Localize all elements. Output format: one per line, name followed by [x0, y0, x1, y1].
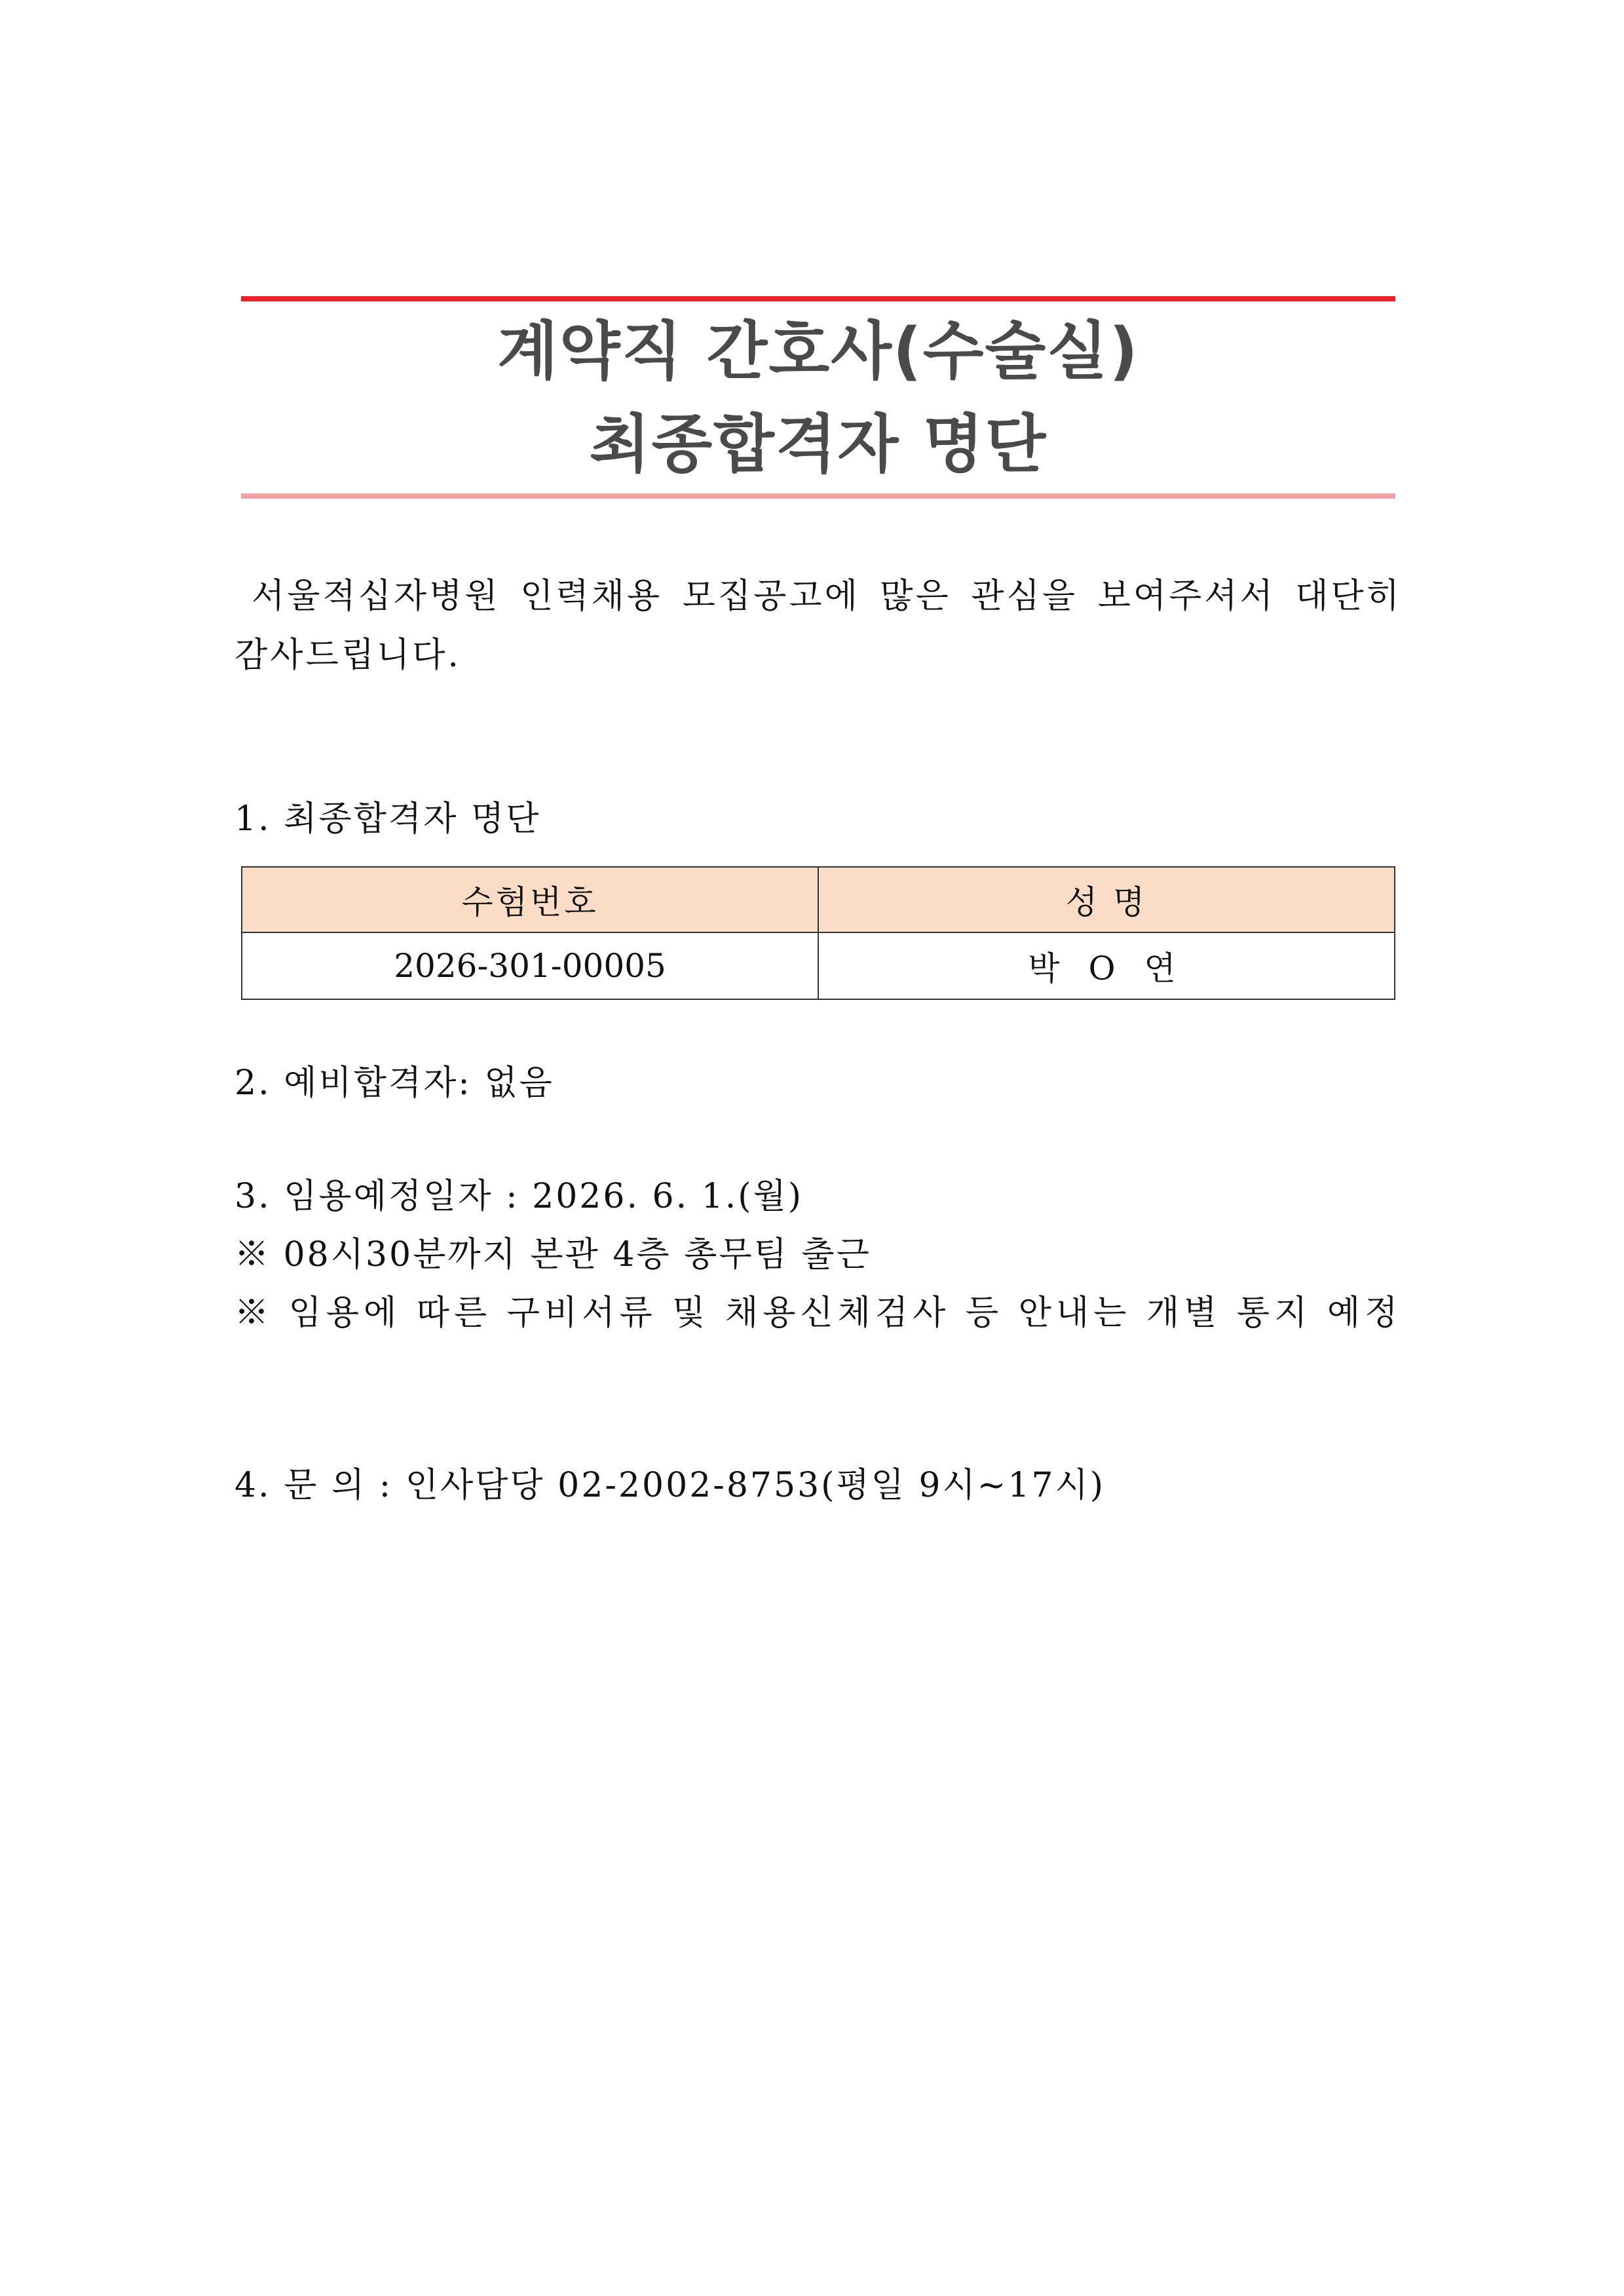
- final-results-table: [241, 866, 1395, 1000]
- page-title-line-2: 최종합격자 명단: [589, 408, 1048, 481]
- cell-name: 박 O 연: [818, 932, 1395, 999]
- title-bottom-rule: [241, 493, 1395, 499]
- table-header-row: [242, 867, 1395, 932]
- section-4-contact: 4. 문 의 : 인사담당 02-2002-8753(평일 9시~17시): [235, 1466, 1106, 1505]
- table-row: [242, 932, 1395, 999]
- header-exam-number: 수험번호: [242, 867, 818, 932]
- cell-exam-number: 2026-301-00005: [242, 932, 818, 999]
- title-top-rule: [241, 296, 1395, 301]
- section-3-start-date: 3. 임용예정일자 : 2026. 6. 1.(월): [235, 1177, 804, 1216]
- section-3-note-1: ※ 08시30분까지 본관 4층 총무팀 출근: [235, 1235, 871, 1274]
- header-name: 성 명: [818, 867, 1395, 932]
- section-3-note-2: ※ 임용에 따른 구비서류 및 채용신체검사 등 안내는 개별 통지 예정: [235, 1293, 1403, 1333]
- page-title-line-1: 계약직 간호사(수술실): [497, 315, 1139, 388]
- intro-paragraph: 서울적십자병원 인력채용 모집공고에 많은 관심을 보여주셔서 대단히 감사드립니다.: [235, 577, 1402, 675]
- section-1-heading: 1. 최종합격자 명단: [235, 799, 541, 839]
- section-2-reserve: 2. 예비합격자: 없음: [235, 1063, 554, 1103]
